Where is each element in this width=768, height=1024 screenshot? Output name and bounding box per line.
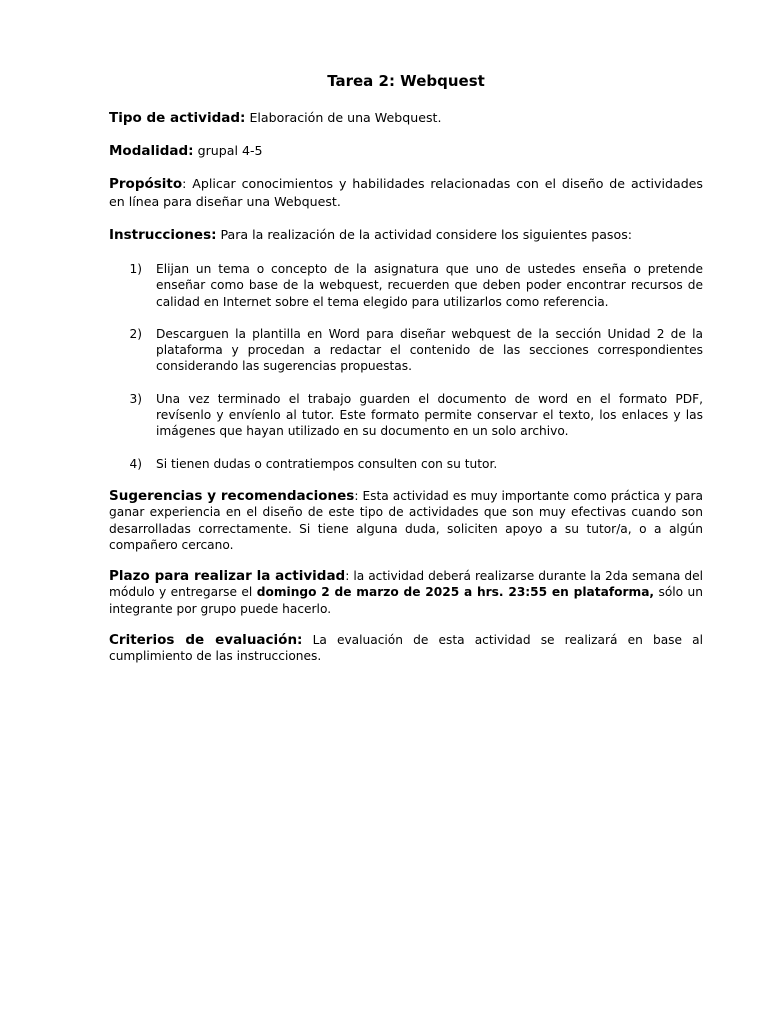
step-number: 2) [129,326,142,341]
sugerencias [109,488,703,553]
plazo-deadline: domingo 2 de marzo de 2025 a hrs. 23:55 en plataforma, [256,585,655,600]
tipo-actividad-value: Elaboración de una Webquest. [245,110,442,125]
plazo-post: sólo un integrante por grupo puede hacerlo. [109,585,703,616]
instrucciones-label: Instrucciones: [109,227,217,243]
plazo-pre: : la actividad deberá realizarse durante la 2da semana del módulo y entregarse el [109,569,704,600]
plazo [109,568,703,617]
plazo-label: Plazo para realizar la actividad [109,568,346,585]
instrucciones [109,226,703,244]
criterios [109,632,703,665]
steps-list [109,261,703,472]
instrucciones-value: Para la realización de la actividad considere los siguientes pasos: [216,227,633,242]
proposito-value: : Aplicar conocimientos y habilidades relacionadas con el diseño de actividades en línea para diseñar una Webquest. [109,176,703,209]
step-text: Si tienen dudas o contratiempos consulten con su tutor. [156,456,498,471]
step-number: 4) [129,456,142,471]
list-item [109,391,703,440]
list-item [109,261,703,310]
tipo-actividad [109,109,703,127]
proposito-label: Propósito [109,176,183,192]
document-page [109,70,703,680]
sugerencias-label: Sugerencias y recomendaciones [109,487,355,504]
list-item [109,456,703,472]
modalidad [109,142,703,160]
proposito [109,175,703,211]
step-text: Elijan un tema o concepto de la asignatura que uno de ustedes enseña o pretende enseñar como base de la webquest, recuerden que deben poder encontrar recursos de calidad en Internet sobre el tema elegido para utilizarlos como referencia. [156,262,703,309]
step-number: 3) [129,391,142,406]
criterios-label: Criterios de evaluación: [109,632,303,649]
modalidad-value: grupal 4-5 [193,143,263,158]
list-item [109,326,703,375]
step-number: 1) [129,262,142,276]
document-title: Tarea 2: Webquest [327,72,485,90]
modalidad-label: Modalidad: [109,143,194,159]
tipo-actividad-label: Tipo de actividad: [109,110,246,126]
step-text: Descarguen la plantilla en Word para diseñar webquest de la sección Unidad 2 de la plataforma y procedan a redactar el contenido de las secciones correspondientes considerando las sugerencias propuestas. [156,326,703,374]
step-text: Una vez terminado el trabajo guarden el documento de word en el formato PDF, revísenlo y envíenlo al tutor. Este formato permite conservar el texto, los enlaces y las imágenes que hayan utilizado en su documento en un solo archivo. [156,391,703,439]
criterios-value: La evaluación de esta actividad se realizará en base al cumplimiento de las instrucciones. [109,633,703,664]
sugerencias-value: : Esta actividad es muy importante como práctica y para ganar experiencia en el diseño de este tipo de actividades que son muy efectivas cuando son desarrolladas correctamente. Si tiene alguna duda, soliciten apoyo a su tutor/a, o a algún compañero cercano. [109,488,703,552]
